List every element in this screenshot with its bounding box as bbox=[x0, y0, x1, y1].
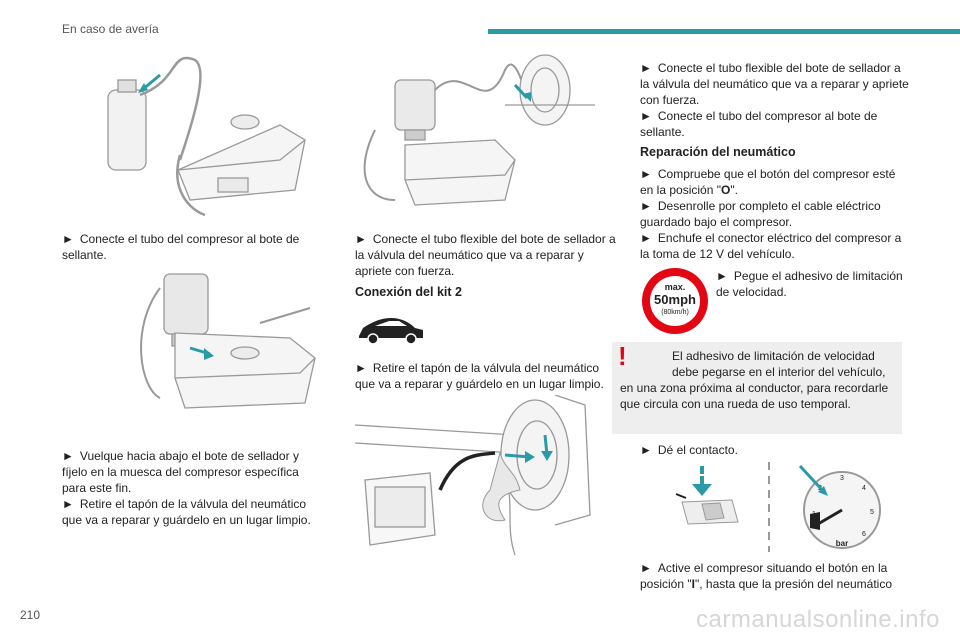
kit2-valve-illustration bbox=[355, 395, 595, 560]
page-header-title: En caso de avería bbox=[62, 22, 159, 36]
bullet-icon: ► bbox=[640, 109, 652, 123]
arrow-down-icon bbox=[692, 484, 712, 496]
speed-sticker-step: ► Pegue el adhesivo de limitación de velocidad. bbox=[716, 269, 903, 299]
bullet-icon: ► bbox=[640, 167, 652, 181]
col2-step2: ► Retire el tapón de la válvula del neumático que va a reparar y guárdelo en un lugar limpio. bbox=[355, 361, 604, 391]
svg-text:4: 4 bbox=[862, 485, 866, 492]
bullet-icon: ► bbox=[640, 443, 652, 457]
bullet-icon: ► bbox=[62, 497, 74, 511]
kit1-connection-illustration bbox=[355, 50, 595, 215]
svg-text:50mph: 50mph bbox=[654, 292, 696, 307]
bullet-icon: ► bbox=[716, 269, 728, 283]
warning-box bbox=[612, 342, 902, 434]
col1-step2: ► Vuelque hacia abajo el bote de sellador y fíjelo en la muesca del compresor específica para este fin. ► Retire el tapón de la válvula del neumático que va a reparar y guárdelo en un lugar limpio. bbox=[62, 449, 311, 527]
pressure-gauge-illustration bbox=[790, 462, 890, 552]
svg-text:5: 5 bbox=[870, 509, 874, 516]
compressor-invert-bottle-illustration bbox=[140, 268, 330, 418]
speed-limit-sticker-icon bbox=[640, 266, 710, 336]
bullet-icon: ► bbox=[62, 232, 74, 246]
col3-heading: Reparación del neumático bbox=[640, 145, 796, 159]
divider bbox=[764, 462, 774, 552]
col3-repair-steps: ► Compruebe que el botón del compresor esté en la posición "O". ► Desenrolle por completo el cable eléctrico guardado bajo el compresor. ► Enchufe el conector eléctrico del compresor a la toma de 12 V del vehículo. bbox=[640, 167, 902, 261]
svg-text:(80km/h): (80km/h) bbox=[661, 309, 689, 316]
header-accent-bar bbox=[488, 29, 960, 34]
bullet-icon: ► bbox=[355, 232, 367, 246]
bullet-icon: ► bbox=[640, 231, 652, 245]
car-silhouette-icon bbox=[355, 312, 427, 346]
bullet-icon: ► bbox=[355, 361, 367, 375]
compressor-bottle-illustration bbox=[100, 50, 310, 220]
col3-ignition-step: ► Dé el contacto. bbox=[640, 443, 738, 457]
svg-text:max.: max. bbox=[664, 282, 686, 292]
col2-step1: ► Conecte el tubo flexible del bote de sellador a la válvula del neumático que va a reparar y apriete con fuerza. bbox=[355, 232, 616, 278]
svg-text:3: 3 bbox=[840, 475, 844, 482]
page-number: 210 bbox=[20, 608, 41, 622]
warning-icon: ! bbox=[618, 341, 627, 371]
col1-step1: ► Conecte el tubo del compresor al bote de sellante. bbox=[62, 232, 300, 262]
bullet-icon: ► bbox=[640, 561, 652, 575]
bullet-icon: ► bbox=[640, 199, 652, 213]
svg-text:bar: bar bbox=[835, 539, 849, 548]
warning-text: El adhesivo de limitación de velocidad debe pegarse en el interior del vehículo, en una zona próxima al conductor, para recordarle que circula con una rueda de uso temporal. bbox=[620, 349, 889, 411]
ignition-key-illustration bbox=[672, 462, 762, 552]
col2-heading: Conexión del kit 2 bbox=[355, 285, 462, 299]
col3-intro-steps: ► Conecte el tubo flexible del bote de sellador a la válvula del neumático que va a reparar y apriete con fuerza. ► Conecte el tubo del compresor al bote de sellante. bbox=[640, 61, 909, 139]
svg-text:6: 6 bbox=[862, 531, 866, 538]
col3-activate-step: ► Active el compresor situando el botón en la posición "I", hasta que la presión del neumático bbox=[640, 561, 893, 591]
watermark: carmanualsonline.info bbox=[696, 606, 940, 633]
bullet-icon: ► bbox=[640, 61, 652, 75]
bullet-icon: ► bbox=[62, 449, 74, 463]
